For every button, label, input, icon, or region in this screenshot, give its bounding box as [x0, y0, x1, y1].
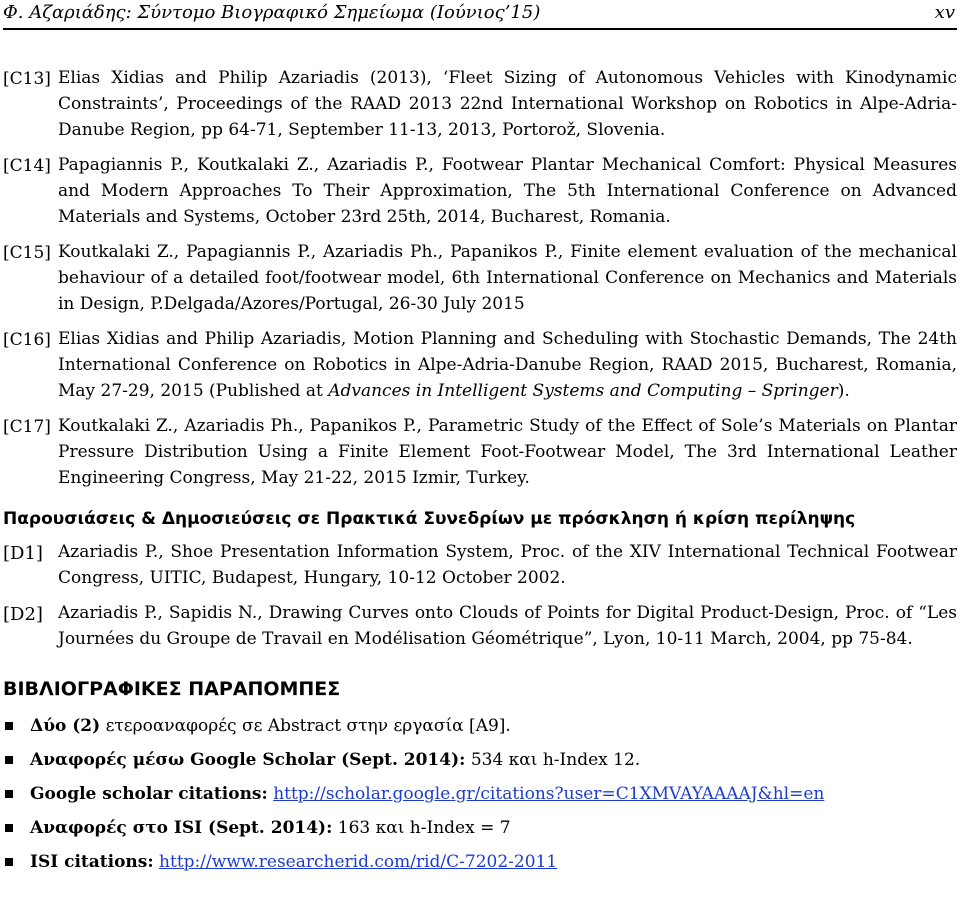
- reference-label: [C14]: [3, 156, 51, 176]
- reference-text-main: Elias Xidias and Philip Azariadis, Motion Planning and Scheduling with Stochastic Demands, The 24th International Conference on Robotics in Alpe-Adria-Danube Region, RAAD 2015, Bucharest, Romania, May 27-29, 2015 (Published at: [58, 329, 957, 401]
- list-item: [3, 850, 960, 874]
- reference-item: [3, 156, 960, 230]
- reference-text: Papagiannis P., Koutkalaki Z., Azariadis P., Footwear Plantar Mechanical Comfort: Physical Measures and Modern Approaches To Their Approximation, The 5th International Conference on Advanced Materials and Systems, October 23rd 25th, 2014, Bucharest, Romania.: [58, 155, 957, 227]
- square-bullet-icon: [5, 790, 13, 798]
- reference-label: [D1]: [3, 543, 43, 564]
- square-bullet-icon: [5, 756, 13, 764]
- reference-label: [C16]: [3, 330, 51, 350]
- list-item: [3, 748, 960, 772]
- reference-text: [58, 326, 960, 404]
- section-heading-invited-talks: Παρουσιάσεις & Δημοσιεύσεις σε Πρακτικά Συνεδρίων με πρόσκληση ή κρίση περίληψης: [3, 509, 856, 529]
- researcherid-link[interactable]: http://www.researcherid.com/rid/C-7202-2011: [159, 852, 558, 872]
- item-bold: Δύο (2): [30, 716, 101, 736]
- page-header: [3, 0, 957, 30]
- item-bold: ISI citations:: [30, 852, 154, 872]
- reference-text: Azariadis P., Sapidis N., Drawing Curves onto Clouds of Points for Digital Product-Design, Proc. of “Les Journées du Groupe de Travail en Modélisation Géométrique”, Lyon, 10-11 March, 2004, pp 75-84.: [58, 603, 957, 649]
- reference-label: [C17]: [3, 417, 51, 437]
- reference-item: [3, 604, 960, 652]
- reference-item: [3, 330, 960, 404]
- item-bold: Αναφορές στο ISI (Sept. 2014):: [30, 818, 333, 838]
- item-text: ετεροαναφορές σε Abstract στην εργασία [A9].: [100, 716, 511, 736]
- list-item: [3, 714, 960, 738]
- item-bold: Αναφορές μέσω Google Scholar (Sept. 2014):: [30, 750, 466, 770]
- reference-text: Azariadis P., Shoe Presentation Information System, Proc. of the XIV International Technical Footwear Congress, UITIC, Budapest, Hungary, 10-12 October 2002.: [58, 542, 957, 588]
- reference-text: Koutkalaki Z., Azariadis Ph., Papanikos P., Parametric Study of the Effect of Sole’s Materials on Plantar Pressure Distribution Using a Finite Element Foot-Footwear Model, The 3rd International Leather Engineering Congress, May 21-22, 2015 Izmir, Turkey.: [58, 416, 957, 488]
- reference-text: Koutkalaki Z., Papagiannis P., Azariadis Ph., Papanikos P., Finite element evaluation of the mechanical behaviour of a detailed foot/footwear model, 6th International Conference on Mechanics and Materials in Design, P.Delgada/Azores/Portugal, 26-30 July 2015: [58, 242, 957, 314]
- square-bullet-icon: [5, 722, 13, 730]
- conference-references: [3, 69, 960, 491]
- section-heading-citations: ΒΙΒΛΙΟΓΡΑΦΙΚΕΣ ΠΑΡΑΠΟΜΠΕΣ: [3, 678, 341, 700]
- reference-label: [C15]: [3, 243, 51, 263]
- reference-text-publisher: Advances in Intelligent Systems and Computing – Springer: [328, 381, 838, 401]
- item-bold: Google scholar citations:: [30, 784, 268, 804]
- header-title: Φ. Αζαριάδης: Σύντομο Βιογραφικό Σημείωμα (Ιούνιος’15): [3, 2, 541, 23]
- square-bullet-icon: [5, 824, 13, 832]
- reference-item: [3, 417, 960, 491]
- reference-text: Elias Xidias and Philip Azariadis (2013), ‘Fleet Sizing of Autonomous Vehicles with Kinodynamic Constraints’, Proceedings of the RAAD 2013 22nd International Workshop on Robotics in Alpe-Adria-Danube Region, pp 64-71, September 11-13, 2013, Portorož, Slovenia.: [58, 68, 957, 140]
- invited-references: [3, 543, 960, 652]
- item-text: 163 και h-Index = 7: [332, 818, 511, 838]
- page-number: xv: [934, 2, 955, 23]
- list-item: [3, 816, 960, 840]
- google-scholar-link[interactable]: http://scholar.google.gr/citations?user=C1XMVAYAAAAJ&hl=en: [273, 784, 825, 804]
- item-text: 534 και h-Index 12.: [465, 750, 641, 770]
- square-bullet-icon: [5, 858, 13, 866]
- reference-item: [3, 69, 960, 143]
- list-item: [3, 782, 960, 806]
- reference-text-end: ).: [837, 381, 850, 401]
- reference-item: [3, 543, 960, 591]
- reference-label: [D2]: [3, 604, 43, 625]
- reference-label: [C13]: [3, 69, 51, 89]
- reference-item: [3, 243, 960, 317]
- citations-list: [3, 714, 960, 874]
